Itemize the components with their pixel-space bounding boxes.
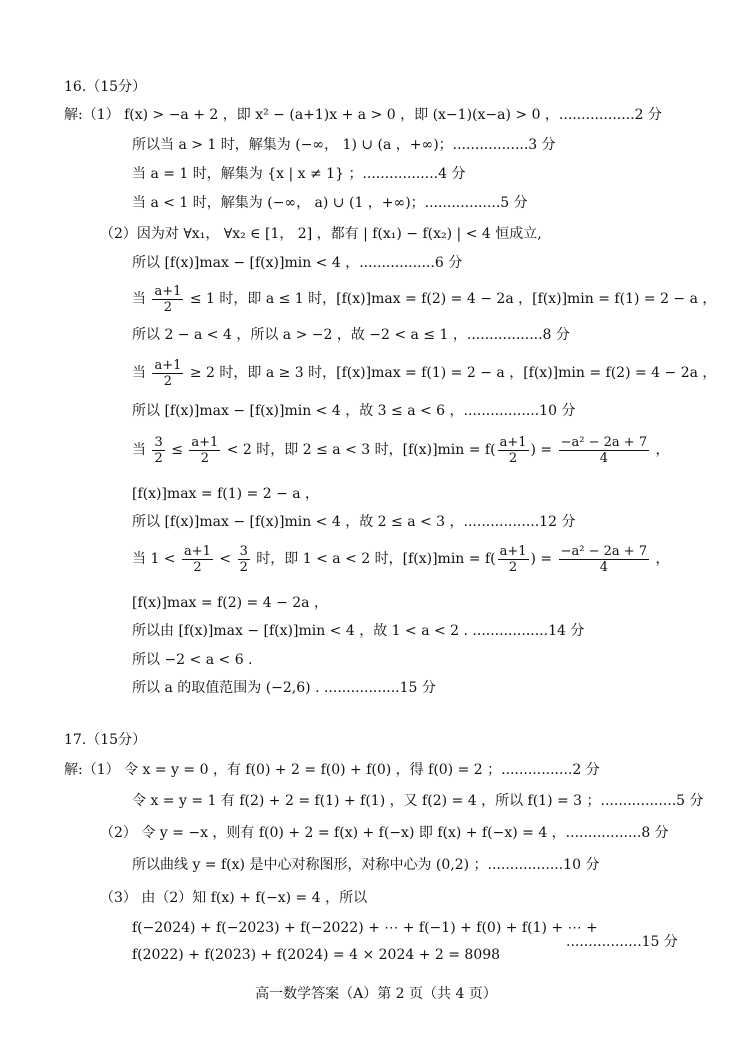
q16-case1: [132, 282, 716, 316]
case3-den2: 2: [200, 450, 209, 466]
case2-fraction: [152, 358, 183, 389]
q16-case4: [132, 542, 670, 576]
q16-line-5: （2）因为对 ∀x₁， ∀x₂ ∈ [1， 2] ，都有 | f(x₁) − f(x₂) | < 4 恒成立,: [100, 226, 542, 242]
q16-case2-end: 所以 [f(x)]max − [f(x)]min < 4 ，故 3 ≤ a < 6 ，.................10 分: [132, 403, 576, 419]
q16-header: 16.（15分）: [64, 79, 147, 95]
q16-line-6: 所以 [f(x)]max − [f(x)]min < 4 ，.................6 分: [132, 255, 463, 271]
q17-line-5: （3） 由（2）知 f(x) + f(−x) = 4 ，所以: [100, 890, 368, 906]
q16-case1-end: 所以 2 − a < 4 ，所以 a > −2 ，故 −2 < a ≤ 1 ，.................8 分: [132, 327, 570, 343]
q17-line-2: 令 x = y = 1 有 f(2) + 2 = f(1) + f(1) ，又 f(2) = 4 ，所以 f(1) = 3 ；.................5 分: [132, 793, 704, 809]
q16-case3-max: [f(x)]max = f(1) = 2 − a ，: [132, 486, 320, 502]
case4-rest: 时，即 1 < a < 2 时，[f(x)]min = f(: [256, 551, 496, 567]
q16-line-2: 所以当 a > 1 时，解集为 (−∞， 1) ∪ (a ，+∞)；.................3 分: [132, 137, 556, 153]
q17-header: 17.（15分）: [64, 732, 147, 748]
case3-num1: 3: [154, 434, 163, 450]
q16-case3: [132, 433, 670, 467]
q17-line-1: 解:（1） 令 x = y = 0 ，有 f(0) + 2 = f(0) + f(0) ，得 f(0) = 2 ；................2 分: [64, 762, 600, 778]
case3-num2: a+1: [191, 434, 219, 450]
case3-prefix: 当: [132, 442, 146, 458]
q16-line-3: 当 a = 1 时，解集为 {x | x ≠ 1} ；.................4 分: [132, 166, 466, 182]
case4-mid: <: [219, 551, 232, 567]
case4-rest2: ) =: [530, 551, 553, 567]
q16-line-1: 解:（1） f(x) > −a + 2 ，即 x² − (a+1)x + a > 0 ，即 (x−1)(x−a) > 0 ，.................2 分: [64, 107, 662, 123]
case3-mid: ≤: [171, 442, 183, 458]
case4-den4: 4: [599, 559, 608, 575]
case3-den4: 4: [599, 450, 608, 466]
case3-frac-c: [498, 435, 529, 466]
case2-num: a+1: [154, 357, 182, 373]
case2-den: 2: [163, 373, 173, 389]
case4-den2: 2: [193, 559, 202, 575]
case4-den1: 2: [239, 559, 248, 575]
q17-line-7: f(2022) + f(2023) + f(2024) = 4 × 2024 + 2 = 8098: [132, 947, 501, 963]
case1-rest: ≤ 1 时，即 a ≤ 1 时，[f(x)]max = f(2) = 4 − 2a ，[f(x)]min = f(1) = 2 − a ，: [189, 291, 717, 307]
case4-den3: 2: [508, 559, 518, 575]
q16-case3-end: 所以 [f(x)]max − [f(x)]min < 4 ，故 2 ≤ a < 3 ，.................12 分: [132, 514, 576, 530]
case2-prefix: 当: [132, 365, 146, 381]
q17-line-6: f(−2024) + f(−2023) + f(−2022) + ⋯ + f(−1) + f(0) + f(1) + ⋯ +: [132, 920, 598, 936]
page-footer: 高一数学答案（A）第 2 页（共 4 页）: [255, 986, 497, 1002]
case4-prefix: 当 1 <: [132, 551, 176, 567]
case4-frac-a: [182, 544, 213, 575]
q17-line-3: （2） 令 y = −x ，则有 f(0) + 2 = f(x) + f(−x) 即 f(x) + f(−x) = 4 ，.................8 分: [100, 825, 669, 841]
case4-num3: a+1: [499, 543, 527, 559]
q16-conclusion-1: 所以 −2 < a < 6 .: [132, 652, 253, 668]
q16-conclusion-2: 所以 a 的取值范围为 (−2,6) . .................15 分: [132, 680, 436, 696]
case3-rest: < 2 时，即 2 ≤ a < 3 时，[f(x)]min = f(: [226, 442, 496, 458]
case3-frac-b: [189, 435, 220, 466]
case4-num2: a+1: [184, 543, 211, 559]
q16-case4-max: [f(x)]max = f(2) = 4 − 2a ，: [132, 595, 328, 611]
case4-tail: ，: [655, 551, 670, 567]
case3-tail: ，: [655, 442, 670, 458]
case3-num3: a+1: [499, 434, 527, 450]
q17-score-15: .................15 分: [566, 934, 678, 950]
case4-frac-d: [559, 544, 649, 575]
case4-frac-c: [498, 544, 529, 575]
q16-line-4: 当 a < 1 时，解集为 (−∞， a) ∪ (1 ，+∞)；.................5 分: [132, 195, 528, 211]
q17-line-4: 所以曲线 y = f(x) 是中心对称图形，对称中心为 (0,2) ；.................10 分: [132, 857, 600, 873]
case3-rest2: ) =: [530, 442, 553, 458]
case3-num4: −a² − 2a + 7: [560, 434, 648, 450]
case2-rest: ≥ 2 时，即 a ≥ 3 时，[f(x)]max = f(1) = 2 − a ，[f(x)]min = f(2) = 4 − 2a ，: [189, 365, 717, 381]
case1-fraction: [152, 284, 183, 315]
case4-num1: 3: [239, 543, 248, 559]
case1-den: 2: [163, 299, 173, 315]
q16-case4-end: 所以由 [f(x)]max − [f(x)]min < 4 ，故 1 < a < 2 . .................14 分: [132, 623, 585, 639]
case4-num4: −a² − 2a + 7: [560, 543, 648, 559]
case3-frac-a: [152, 435, 164, 466]
case4-frac-b: [238, 544, 250, 575]
case1-prefix: 当: [132, 291, 146, 307]
case3-frac-d: [559, 435, 649, 466]
case3-den1: 2: [154, 450, 163, 466]
case1-num: a+1: [154, 283, 182, 299]
q16-case2: [132, 356, 716, 390]
case3-den3: 2: [508, 450, 518, 466]
